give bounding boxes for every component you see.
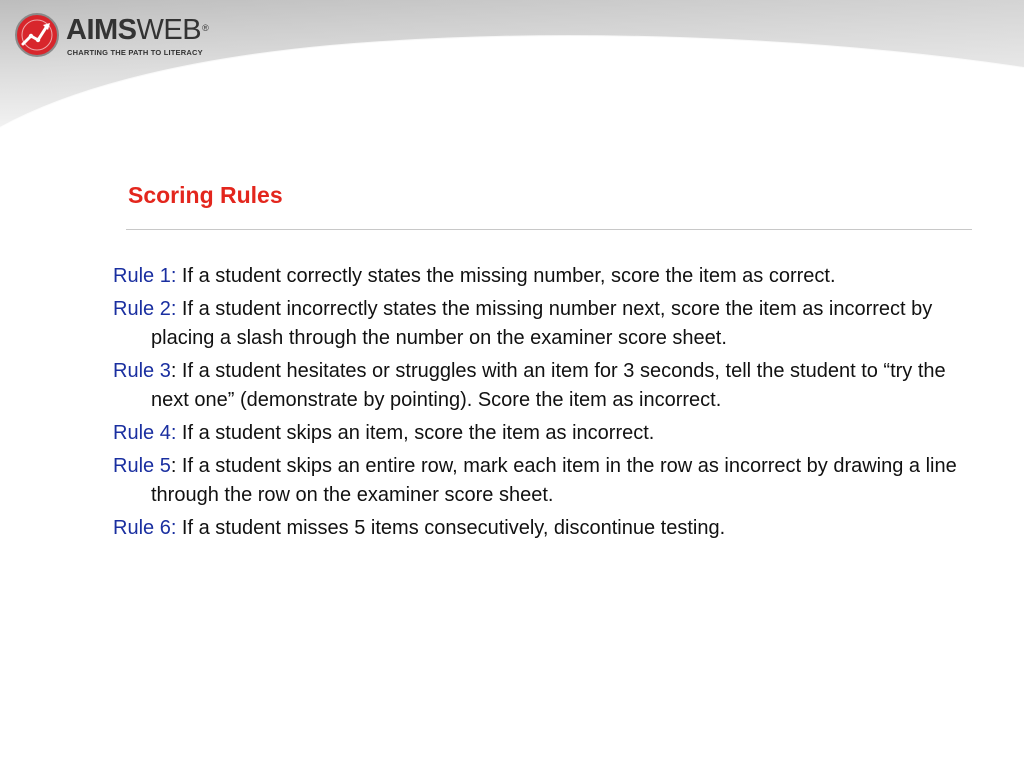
rule-4-label: Rule 4:: [113, 422, 177, 444]
rule-3: [113, 357, 973, 415]
rule-5-text: If a student skips an entire row, mark each item in the row as incorrect by drawing a line through the row on the examiner score sheet.: [151, 455, 957, 506]
rule-3-text: If a student hesitates or struggles with an item for 3 seconds, tell the student to “try the next one” (demonstrate by pointing). Score the item as incorrect.: [151, 360, 946, 411]
rule-6: [113, 514, 973, 543]
aimsweb-chart-logo-icon: [14, 12, 60, 58]
rule-6-text: If a student misses 5 items consecutively, discontinue testing.: [176, 517, 726, 539]
rule-6-label: Rule 6:: [113, 517, 177, 539]
scoring-rules-list: [113, 262, 973, 547]
rule-4-text: If a student skips an item, score the item as incorrect.: [176, 422, 655, 444]
rule-1-label: Rule 1:: [113, 265, 177, 287]
rule-5-separator: :: [170, 455, 177, 477]
rule-3-separator: :: [170, 360, 177, 382]
rule-5: [113, 452, 973, 510]
slide-title: Scoring Rules: [128, 182, 283, 208]
logo-word-web: WEB: [136, 14, 202, 46]
rule-1-text: If a student correctly states the missing number, score the item as correct.: [176, 265, 836, 287]
logo-wordmark: [66, 15, 208, 45]
aimsweb-logo: [14, 12, 234, 62]
rule-2: [113, 295, 973, 353]
rule-5-label: Rule 5: [113, 455, 171, 477]
rule-2-text: If a student incorrectly states the missing number next, score the item as incorrect by placing a slash through the number on the examiner score sheet.: [151, 298, 933, 349]
rule-1: [113, 262, 973, 291]
logo-word-aims: AIMS: [66, 14, 137, 46]
title-divider: [126, 229, 972, 230]
rule-3-label: Rule 3: [113, 360, 171, 382]
rule-4: [113, 419, 973, 448]
rule-2-label: Rule 2:: [113, 298, 177, 320]
logo-registered-mark: ®: [202, 23, 209, 33]
logo-tagline: CHARTING THE PATH TO LITERACY: [67, 48, 203, 57]
